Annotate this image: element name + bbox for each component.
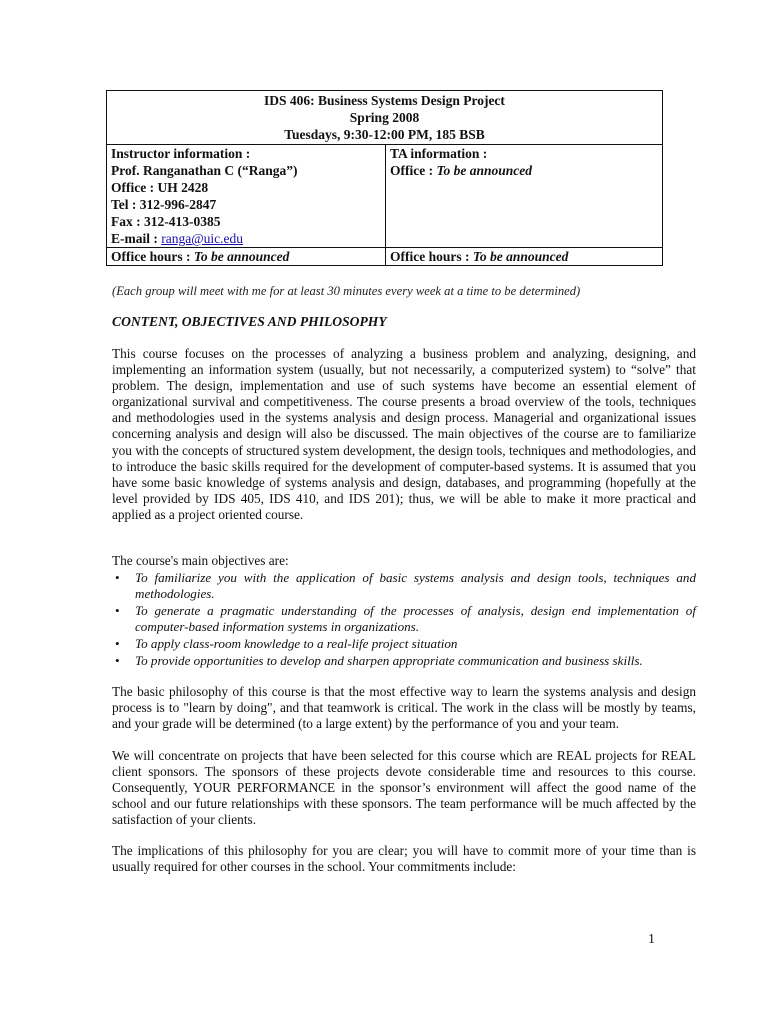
list-item bbox=[112, 570, 696, 602]
bullet-icon: • bbox=[115, 570, 120, 585]
course-schedule: Tuesdays, 9:30-12:00 PM, 185 BSB bbox=[284, 127, 485, 142]
course-header-cell bbox=[107, 91, 663, 145]
ta-heading: TA information : bbox=[390, 146, 488, 161]
instructor-tel: Tel : 312-996-2847 bbox=[111, 197, 217, 212]
objective-text: To apply class-room knowledge to a real-life project situation bbox=[135, 636, 458, 651]
objectives-intro: The course's main objectives are: bbox=[112, 553, 289, 568]
objectives-list bbox=[112, 570, 696, 670]
instructor-info-cell bbox=[107, 145, 386, 248]
course-info-table bbox=[106, 90, 663, 266]
bullet-icon: • bbox=[115, 636, 120, 651]
objective-text: To familiarize you with the application of basic systems analysis and design tools, techniques and methodologies. bbox=[135, 570, 696, 601]
bullet-icon: • bbox=[115, 653, 120, 668]
instructor-email-row bbox=[111, 230, 381, 247]
ta-info-cell bbox=[386, 145, 663, 248]
instructor-fax: Fax : 312-413-0385 bbox=[111, 214, 221, 229]
instructor-hours-cell bbox=[107, 248, 386, 266]
paragraph-implications: The implications of this philosophy for you are clear; you will have to commit more of your time than is usually required for other courses in the school. Your commitments include: bbox=[112, 843, 696, 875]
ta-office-row bbox=[390, 162, 658, 179]
page-number: 1 bbox=[648, 932, 655, 947]
list-item bbox=[112, 603, 696, 635]
list-item bbox=[112, 636, 696, 652]
bullet-icon: • bbox=[115, 603, 120, 618]
ta-office-label: Office : bbox=[390, 163, 437, 178]
instructor-email-link[interactable]: ranga@uic.edu bbox=[161, 231, 244, 246]
instructor-hours-value: To be announced bbox=[193, 249, 290, 264]
paragraph-course-focus: This course focuses on the processes of analyzing a business problem and analyzing, designing, and implementing an information system (usually, but not necessarily, a computerized system) to “solve” that problem. The design, implementation and use of such systems have become an essential element of organizational survival and competitiveness. The course presents a broad overview of the tools, techniques and methodologies used in the systems analysis and design process. Managerial and organizational issues concerning analysis and design will also be discussed. The main objectives of the course are to familiarize you with the concepts of structured system development, the design tools, techniques and methodologies, and to introduce the basic skills required for the development of computer-based systems. It is assumed that you have some basic knowledge of systems analysis and design, databases, and programming (hopefully at the level provided by IDS 405, IDS 410, and IDS 201); thus, we will be able to make it more practical and applied as a project oriented course. bbox=[112, 346, 696, 522]
instructor-hours-label: Office hours : bbox=[111, 249, 194, 264]
paragraph-real-projects: We will concentrate on projects that have been selected for this course which are REAL projects for REAL client sponsors. The sponsors of these projects devote considerable time and resources to this course. Consequently, YOUR PERFORMANCE in the sponsor’s environment will affect the good name of the school and our future relationships with these sponsors. The team performance will be much affected by the satisfaction of your clients. bbox=[112, 748, 696, 828]
instructor-office: Office : UH 2428 bbox=[111, 180, 209, 195]
course-title: IDS 406: Business Systems Design Project bbox=[264, 93, 505, 108]
email-label: E-mail : bbox=[111, 231, 162, 246]
ta-hours-label: Office hours : bbox=[390, 249, 473, 264]
ta-hours-value: To be announced bbox=[472, 249, 569, 264]
section-heading: CONTENT, OBJECTIVES AND PHILOSOPHY bbox=[112, 314, 387, 329]
paragraph-philosophy: The basic philosophy of this course is that the most effective way to learn the systems analysis and design process is to "learn by doing", and that teamwork is critical. The work in the class will be mostly by teams, and your grade will be determined (to a large extent) by the performance of you and your team. bbox=[112, 684, 696, 732]
instructor-heading: Instructor information : bbox=[111, 146, 251, 161]
ta-hours-cell bbox=[386, 248, 663, 266]
meeting-note: (Each group will meet with me for at least 30 minutes every week at a time to be determined) bbox=[112, 284, 581, 298]
ta-office-value: To be announced bbox=[436, 163, 532, 178]
list-item bbox=[112, 653, 696, 669]
objective-text: To provide opportunities to develop and sharpen appropriate communication and business skills. bbox=[135, 653, 643, 668]
course-term: Spring 2008 bbox=[349, 110, 420, 125]
instructor-name: Prof. Ranganathan C (“Ranga”) bbox=[111, 163, 298, 178]
objective-text: To generate a pragmatic understanding of the processes of analysis, design end implementation of computer-based information systems in organizations. bbox=[135, 603, 696, 634]
